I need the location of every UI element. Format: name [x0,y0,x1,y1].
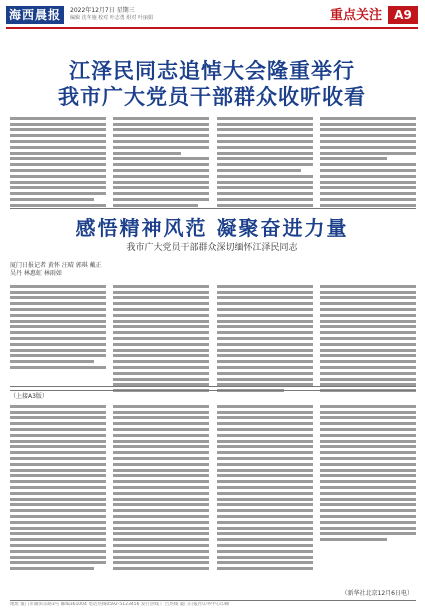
article1-body [10,114,416,210]
masthead [6,6,418,26]
article2-column [10,282,106,395]
masthead-rule [6,27,418,29]
article2-column [113,282,209,395]
article3-column [10,402,106,573]
article1-column [113,114,209,210]
article3-body [10,402,416,573]
newspaper-logo: 海西晨报 [6,6,64,24]
article3-continuation: （上接A3版） [10,393,48,400]
article3-source: （新华社北京12月6日电） [341,590,413,597]
section-title: 重点关注 [329,8,382,23]
page-number: A9 [388,6,418,24]
section-divider [10,208,416,209]
article2-byline: 厦门日报记者 黄怀 汪晴 郭琪 戴正 吴丹 林惠虹 林雨如 [10,262,102,277]
article1-column [217,114,313,210]
article3-column [320,402,416,573]
article3-column [217,402,313,573]
article1-column [10,114,106,210]
issue-date: 2022年12月7日 星期三 [70,7,135,14]
section-divider [10,386,416,391]
article3-column [113,402,209,573]
article2-column [320,282,416,395]
editor-credits: 编辑 沈冬施 校对 叶志勇 组对 叶丽娟 [70,15,153,21]
article2-column [217,282,313,395]
article2-body [10,282,416,395]
footer-rule [10,600,416,601]
article1-headline-line2: 我市广大党员干部群众收听收看 [58,85,366,109]
article1-column [320,114,416,210]
page-footer: 地址 厦门市湖滨东路3号 邮编361004 电话热线0592-5123456 发行热线 广告热线 厦门日报社印务中心印刷 [10,602,230,607]
article2-subheadline: 我市广大党员干部群众深切缅怀江泽民同志 [126,243,298,253]
article2-headline: 感悟精神风范 凝聚奋进力量 [75,216,349,240]
article1-headline-line1: 江泽民同志追悼大会隆重举行 [69,59,355,83]
